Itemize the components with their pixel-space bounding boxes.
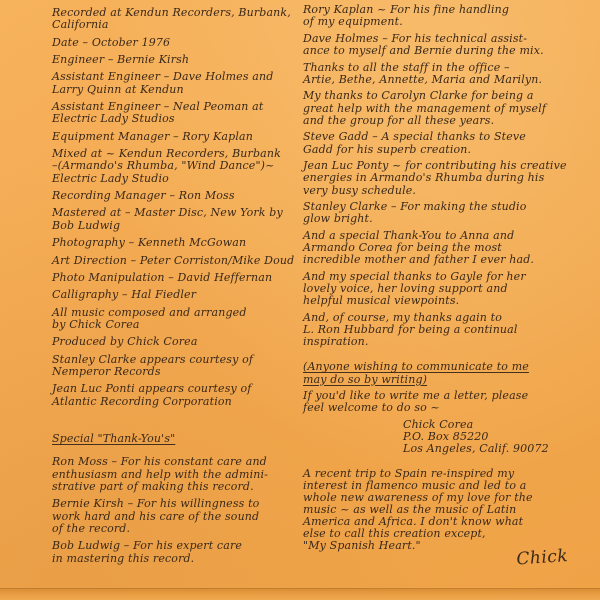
text-line: lovely voice, her loving support and [303,282,508,296]
credit-entry [303,33,596,57]
text-line: helpful musical viewpoints. [303,294,460,308]
credit-entry [52,307,300,332]
text-line: enthusiasm and help with the admini- [52,467,269,481]
text-line: in mastering this record. [52,551,195,565]
credit-entry [303,90,596,126]
credit-entry [52,383,300,408]
text-line: Thanks to all the staff in the office – [303,60,510,74]
text-line: Jean Luc Ponty ~ for contributing his creative [303,159,567,173]
credit-entry [52,54,300,66]
text-line: glow bright. [303,212,373,226]
text-line: Los Angeles, Calif. 90072 [403,442,549,456]
page-bottom-edge [0,589,600,600]
text-line: ance to myself and Bernie during the mix. [303,43,544,57]
text-line: energies in Armando's Rhumba during his [303,171,545,185]
text-line: Equipment Manager – Rory Kaplan [52,129,253,143]
credit-entry [52,456,300,493]
text-line: Assistant Engineer – Neal Peoman at [52,100,264,114]
credit-entry [52,131,300,143]
text-line: Engineer – Bernie Kirsh [52,53,190,67]
text-line: Produced by Chick Corea [52,335,198,349]
text-line: Mastered at – Master Disc, New York by [52,206,283,220]
credit-entry [52,207,300,232]
text-line: great help with the management of myself [303,101,547,115]
text-line: Photography – Kenneth McGowan [52,236,247,250]
text-line: Dave Holmes – For his technical assist- [303,31,528,45]
credit-entry [303,160,596,196]
credit-entry [303,230,596,266]
credit-entry [52,272,300,284]
text-line: Recorded at Kendun Recorders, Burbank, [52,6,291,19]
text-line: of the record. [52,522,131,535]
credit-entry [52,190,300,202]
credit-entry [52,540,300,565]
text-line: California [52,18,109,32]
text-line: Stanley Clarke appears courtesy of [52,352,254,366]
text-line: "My Spanish Heart." [303,539,421,553]
text-line: work hard and his care of the sound [52,509,260,523]
left-column [52,7,300,570]
credit-entry [52,7,300,32]
credit-entry [303,131,596,155]
text-line: Electric Lady Studio [52,171,169,185]
text-line: Gadd for his superb creation. [303,142,472,156]
credit-entry [52,101,300,126]
text-line: America and Africa. I don't know what [303,515,524,529]
text-line: interest in flamenco music and led to a [303,478,527,492]
text-line: L. Ron Hubbard for being a continual [303,323,518,337]
mailing-address [303,419,596,455]
text-line: of my equipment. [303,15,403,29]
text-line: Atlantic Recording Corporation [52,394,232,408]
text-line: Ron Moss – For his constant care and [52,455,267,469]
text-line: Nemperor Records [52,364,161,378]
text-line: P.O. Box 85220 [403,430,489,444]
text-line: –(Armando's Rhumba, "Wind Dance")~ [52,159,275,173]
credit-entry [303,62,596,86]
text-line: Armando Corea for being the most [303,241,502,255]
credit-entry [52,37,300,49]
credit-entry [303,201,596,225]
text-line: Stanley Clarke – For making the studio [303,200,527,214]
text-line: incredible mother and father I ever had. [303,253,535,267]
text-line: Mixed at ~ Kendun Recorders, Burbank [52,147,281,161]
text-line: Bob Ludwig [52,218,121,232]
text-line: inspiration. [303,335,369,349]
text-line: by Chick Corea [52,317,140,331]
text-line: All music composed and arranged [52,305,247,319]
text-line: Larry Quinn at Kendun [52,82,184,96]
text-line: may do so by writing) [303,372,428,386]
text-line: Recording Manager – Ron Moss [52,189,235,203]
credit-entry [52,498,300,535]
text-line: Art Direction – Peter Corriston/Mike Doud [52,253,295,267]
text-line: Jean Luc Ponti appears courtesy of [52,382,252,396]
text-line: feel welcome to do so ~ [303,401,440,415]
text-line: else to call this creation except, [303,527,486,541]
text-line: And, of course, my thanks again to [303,310,503,324]
text-line: Calligraphy – Hal Fiedler [52,288,197,302]
text-line: and the group for all these years. [303,113,495,127]
credit-entry [303,271,596,307]
credit-entry [52,354,300,379]
credit-entry [52,255,300,267]
text-line: strative part of making this record. [52,479,254,493]
text-line: Special "Thank-You's" [52,431,176,445]
credit-entry [303,4,596,28]
credit-entry [52,336,300,348]
text-line: My thanks to Carolyn Clarke for being a [303,89,534,103]
text-line: (Anyone wishing to communicate to me [303,360,529,374]
credit-entry [52,237,300,249]
credit-entry [52,148,300,185]
note-communicate [303,361,596,385]
text-line: A recent trip to Spain re-inspired my [303,466,515,480]
text-line: Photo Manipulation – David Heffernan [52,270,273,284]
section-heading-special-thank-yous [52,433,300,445]
right-column [303,3,596,570]
credit-entry [52,289,300,301]
text-line: Steve Gadd – A special thanks to Steve [303,130,526,144]
text-line: Artie, Bethe, Annette, Maria and Marilyn. [303,72,543,86]
text-line: Date – October 1976 [52,35,171,49]
text-line: If you'd like to write me a letter, please [303,389,529,403]
text-line: very busy schedule. [303,183,417,197]
right-column-entries [303,4,596,553]
text-line: Electric Lady Studios [52,112,175,126]
closing-note [303,468,596,553]
text-line: music ~ as well as the music of Latin [303,502,517,516]
text-line: Chick Corea [403,418,474,432]
signature-chick: Chick [515,546,569,570]
text-line: Rory Kaplan ~ For his fine handling [303,3,510,16]
text-line: And my special thanks to Gayle for her [303,269,526,283]
credit-entry [303,312,596,348]
text-line: Bernie Kirsh – For his willingness to [52,497,260,511]
credit-entry [52,71,300,96]
text-line: And a special Thank-You to Anna and [303,229,515,242]
credit-entry [303,390,596,414]
text-line: whole new awareness of my love for the [303,490,533,504]
text-line: Bob Ludwig – For his expert care [52,539,243,553]
text-line: Assistant Engineer – Dave Holmes and [52,70,274,84]
